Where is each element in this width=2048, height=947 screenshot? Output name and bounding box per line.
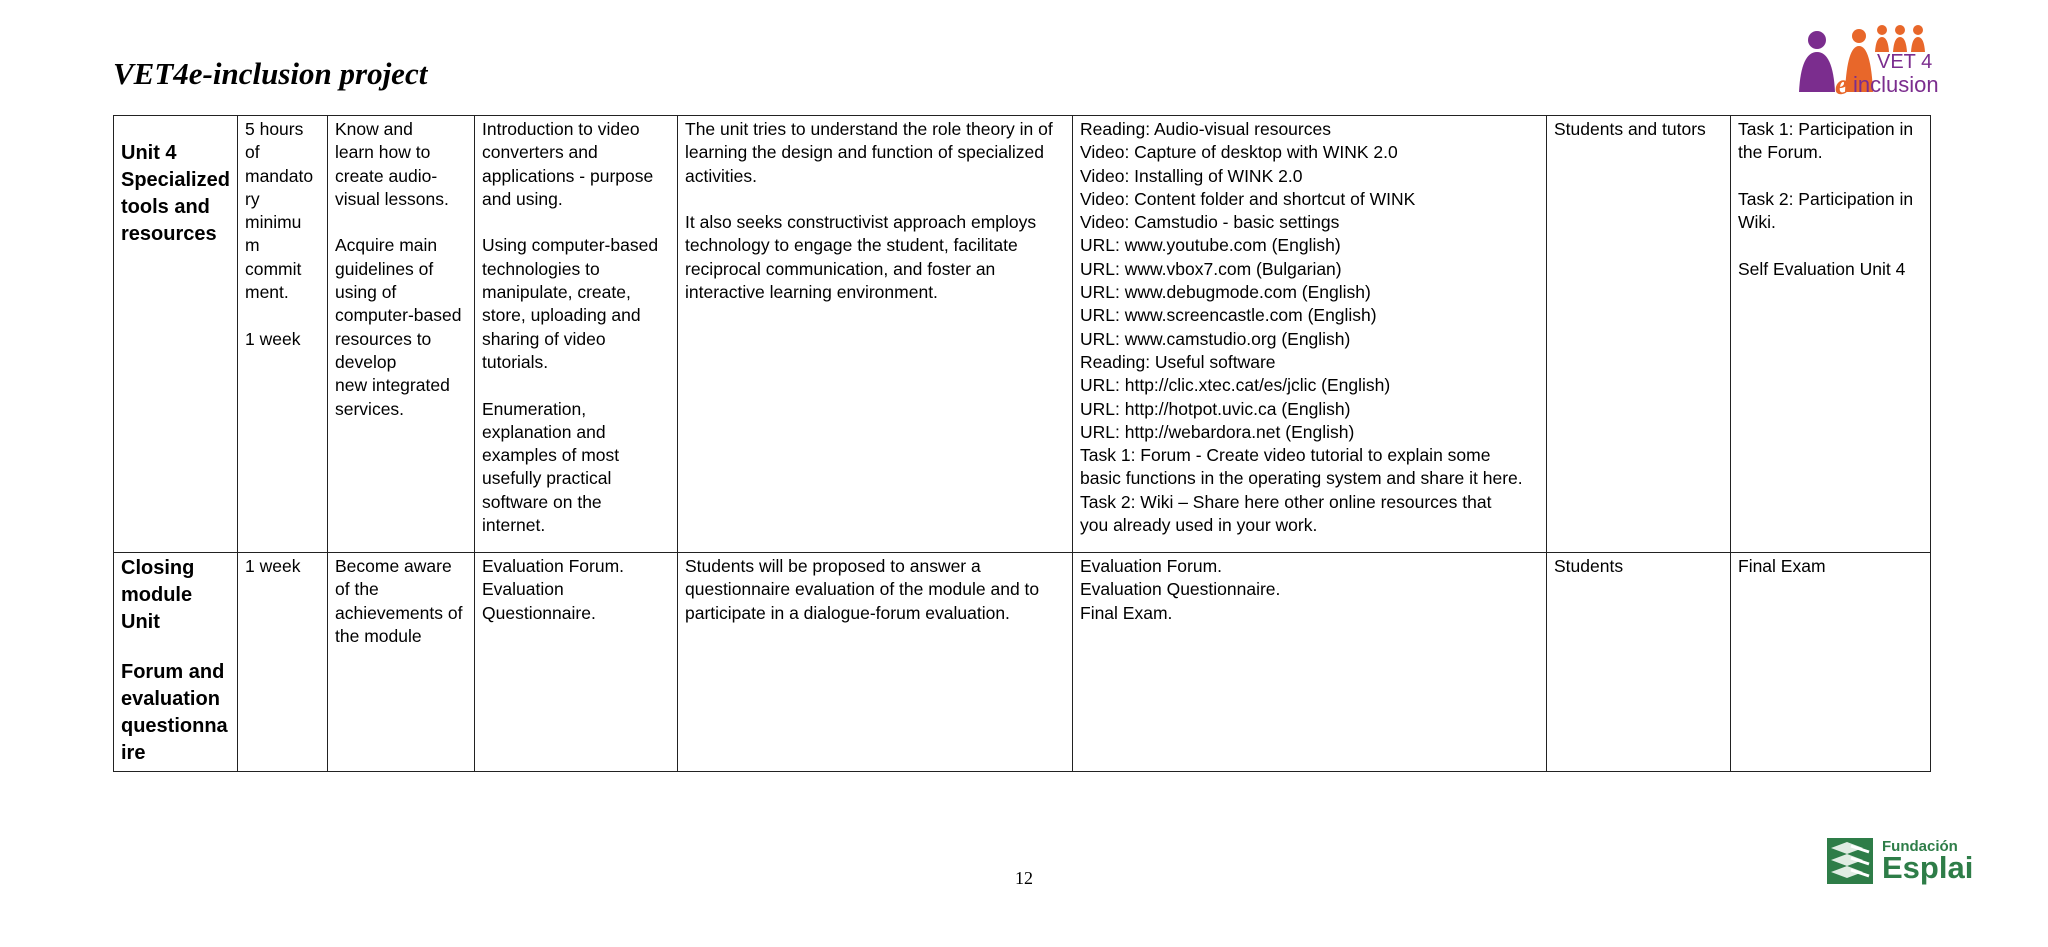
contents-line: tutorials.: [482, 351, 549, 372]
evaluation-cell: [1731, 553, 1931, 772]
contents-line: converters and: [482, 142, 598, 163]
document-title: VET4e-inclusion project: [113, 56, 428, 91]
objectives-line: computer-based: [335, 305, 462, 326]
evaluation-line: Wiki.: [1738, 212, 1776, 233]
evaluation-line: Self Evaluation Unit 4: [1738, 258, 1906, 279]
resources-line: Evaluation Questionnaire.: [1080, 579, 1281, 600]
esplai-mark-icon: [1827, 836, 1877, 886]
participants-line: Students: [1554, 556, 1624, 576]
svg-text:VET 4: VET 4: [1877, 51, 1933, 73]
contents-line: software on the: [482, 491, 602, 512]
duration-line: 1 week: [245, 556, 301, 576]
page-number: 12: [1015, 868, 1033, 888]
contents-line: internet.: [482, 515, 546, 536]
unit-line: Specialized: [121, 169, 230, 191]
objectives-line: Know and: [335, 119, 413, 139]
methodology-line: activities.: [685, 165, 757, 186]
contents-line: usefully practical: [482, 468, 612, 489]
resources-line: Reading: Audio-visual resources: [1080, 119, 1331, 139]
svg-text:inclusion: inclusion: [1853, 72, 1939, 96]
logo-fundacion-text: Fundación: [1882, 838, 1958, 855]
resources-line: URL: www.screencastle.com (English): [1080, 305, 1377, 326]
resources-line: Final Exam.: [1080, 602, 1173, 623]
contents-line: Using computer-based: [482, 235, 659, 256]
resources-line: Video: Installing of WINK 2.0: [1080, 165, 1303, 186]
resources-line: Evaluation Forum.: [1080, 556, 1223, 576]
objectives-line: create audio-: [335, 165, 438, 186]
evaluation-line: the Forum.: [1738, 142, 1823, 163]
methodology-line: reciprocal communication, and foster an: [685, 258, 996, 279]
contents-line: explanation and: [482, 421, 606, 442]
resources-line: URL: www.youtube.com (English): [1080, 235, 1341, 256]
objectives-cell: [328, 553, 475, 772]
contents-line: [482, 374, 670, 397]
objectives-line: visual lessons.: [335, 188, 449, 209]
resources-line: URL: http://clic.xtec.cat/es/jclic (English): [1080, 375, 1391, 396]
unit-line: tools and: [121, 196, 210, 218]
duration-line: 5 hours: [245, 119, 304, 139]
resources-line: Reading: Useful software: [1080, 351, 1276, 372]
contents-line: Introduction to video: [482, 119, 640, 139]
methodology-line: questionnaire evaluation of the module and to: [685, 579, 1040, 600]
objectives-line: the module: [335, 625, 422, 646]
duration-line: ment.: [245, 282, 289, 303]
objectives-cell: [328, 116, 475, 553]
methodology-line: [685, 188, 1065, 211]
evaluation-line: Task 2: Participation in: [1738, 188, 1914, 209]
duration-line: commit: [245, 258, 302, 279]
duration-line: m: [245, 235, 260, 256]
contents-line: [482, 211, 670, 234]
contents-cell: [475, 116, 678, 553]
resources-cell: [1073, 553, 1547, 772]
contents-line: applications - purpose: [482, 165, 654, 186]
evaluation-cell: [1731, 116, 1931, 553]
contents-line: Enumeration,: [482, 398, 587, 419]
evaluation-line: [1738, 234, 1923, 257]
resources-line: URL: www.debugmode.com (English): [1080, 282, 1371, 303]
duration-line: mandato: [245, 165, 314, 186]
duration-line: ry: [245, 188, 260, 209]
contents-cell: [475, 553, 678, 772]
participants-line: Students and tutors: [1554, 119, 1706, 139]
contents-line: Evaluation: [482, 579, 564, 600]
contents-line: manipulate, create,: [482, 282, 631, 303]
objectives-line: using of: [335, 282, 397, 303]
evaluation-line: Final Exam: [1738, 556, 1826, 576]
objectives-line: new integrated: [335, 375, 450, 396]
duration-line: of: [245, 142, 260, 163]
vet4e-inclusion-logo: [1797, 22, 1941, 96]
unit-cell: [114, 553, 238, 772]
contents-line: technologies to: [482, 258, 600, 279]
methodology-line: The unit tries to understand the role theory in of: [685, 119, 1053, 139]
objectives-line: resources to: [335, 328, 432, 349]
unit-line: evaluation: [121, 688, 220, 711]
participants-cell: [1547, 116, 1731, 553]
resources-line: Task 1: Forum - Create video tutorial to explain some: [1080, 445, 1491, 466]
contents-line: Questionnaire.: [482, 602, 596, 623]
contents-line: store, uploading and: [482, 305, 641, 326]
unit-line: ire: [121, 742, 146, 765]
participants-cell: [1547, 553, 1731, 772]
resources-cell: [1073, 116, 1547, 553]
methodology-line: It also seeks constructivist approach employs: [685, 212, 1037, 233]
resources-line: Video: Capture of desktop with WINK 2.0: [1080, 142, 1398, 163]
unit-line: Closing: [121, 557, 195, 579]
resources-line: URL: http://webardora.net (English): [1080, 421, 1355, 442]
unit-line: module: [121, 584, 193, 606]
objectives-line: achievements of: [335, 602, 463, 623]
resources-line: Task 2: Wiki – Share here other online resources that: [1080, 491, 1492, 512]
table-row: [114, 116, 1931, 553]
contents-line: examples of most: [482, 445, 620, 466]
unit-line: questionna: [121, 715, 228, 738]
duration-line: [245, 304, 320, 327]
duration-line: minimu: [245, 212, 302, 233]
resources-line: Video: Content folder and shortcut of WINK: [1080, 188, 1416, 209]
objectives-line: of the: [335, 579, 379, 600]
resources-line: you already used in your work.: [1080, 515, 1318, 536]
methodology-cell: [678, 116, 1073, 553]
resources-line: Video: Camstudio - basic settings: [1080, 212, 1340, 233]
resources-line: URL: http://hotpot.uvic.ca (English): [1080, 398, 1351, 419]
objectives-line: [335, 211, 467, 234]
unit-cell: [114, 116, 238, 553]
contents-line: sharing of video: [482, 328, 606, 349]
course-modules-table: [113, 115, 1931, 772]
duration-line: 1 week: [245, 328, 301, 349]
fundacion-esplai-logo: [1827, 836, 1974, 888]
unit-line: [121, 636, 230, 659]
contents-line: and using.: [482, 188, 563, 209]
unit-line: Unit 4: [121, 142, 177, 164]
objectives-line: guidelines of: [335, 258, 434, 279]
duration-cell: [238, 116, 328, 553]
unit-line: resources: [121, 223, 217, 245]
table-row: [114, 553, 1931, 772]
objectives-line: Become aware: [335, 556, 452, 576]
unit-line: Unit: [121, 611, 160, 633]
methodology-line: interactive learning environment.: [685, 282, 938, 303]
resources-line: URL: www.vbox7.com (Bulgarian): [1080, 258, 1342, 279]
methodology-cell: [678, 553, 1073, 772]
svg-text:e: e: [1835, 68, 1849, 96]
unit-line: Forum and: [121, 661, 225, 684]
methodology-line: learning the design and function of specialized: [685, 142, 1044, 163]
methodology-line: Students will be proposed to answer a: [685, 556, 981, 576]
objectives-line: services.: [335, 398, 405, 419]
resources-line: basic functions in the operating system and share it here.: [1080, 468, 1523, 489]
evaluation-line: [1738, 165, 1923, 188]
resources-line: URL: www.camstudio.org (English): [1080, 328, 1351, 349]
evaluation-line: Task 1: Participation in: [1738, 119, 1914, 139]
logo-esplai-text: Esplai: [1882, 850, 1974, 885]
contents-line: Evaluation Forum.: [482, 556, 625, 576]
objectives-line: learn how to: [335, 142, 431, 163]
methodology-line: participate in a dialogue-forum evaluation.: [685, 602, 1010, 623]
methodology-line: technology to engage the student, facilitate: [685, 235, 1018, 256]
duration-cell: [238, 553, 328, 772]
objectives-line: develop: [335, 351, 397, 372]
objectives-line: Acquire main: [335, 235, 438, 256]
